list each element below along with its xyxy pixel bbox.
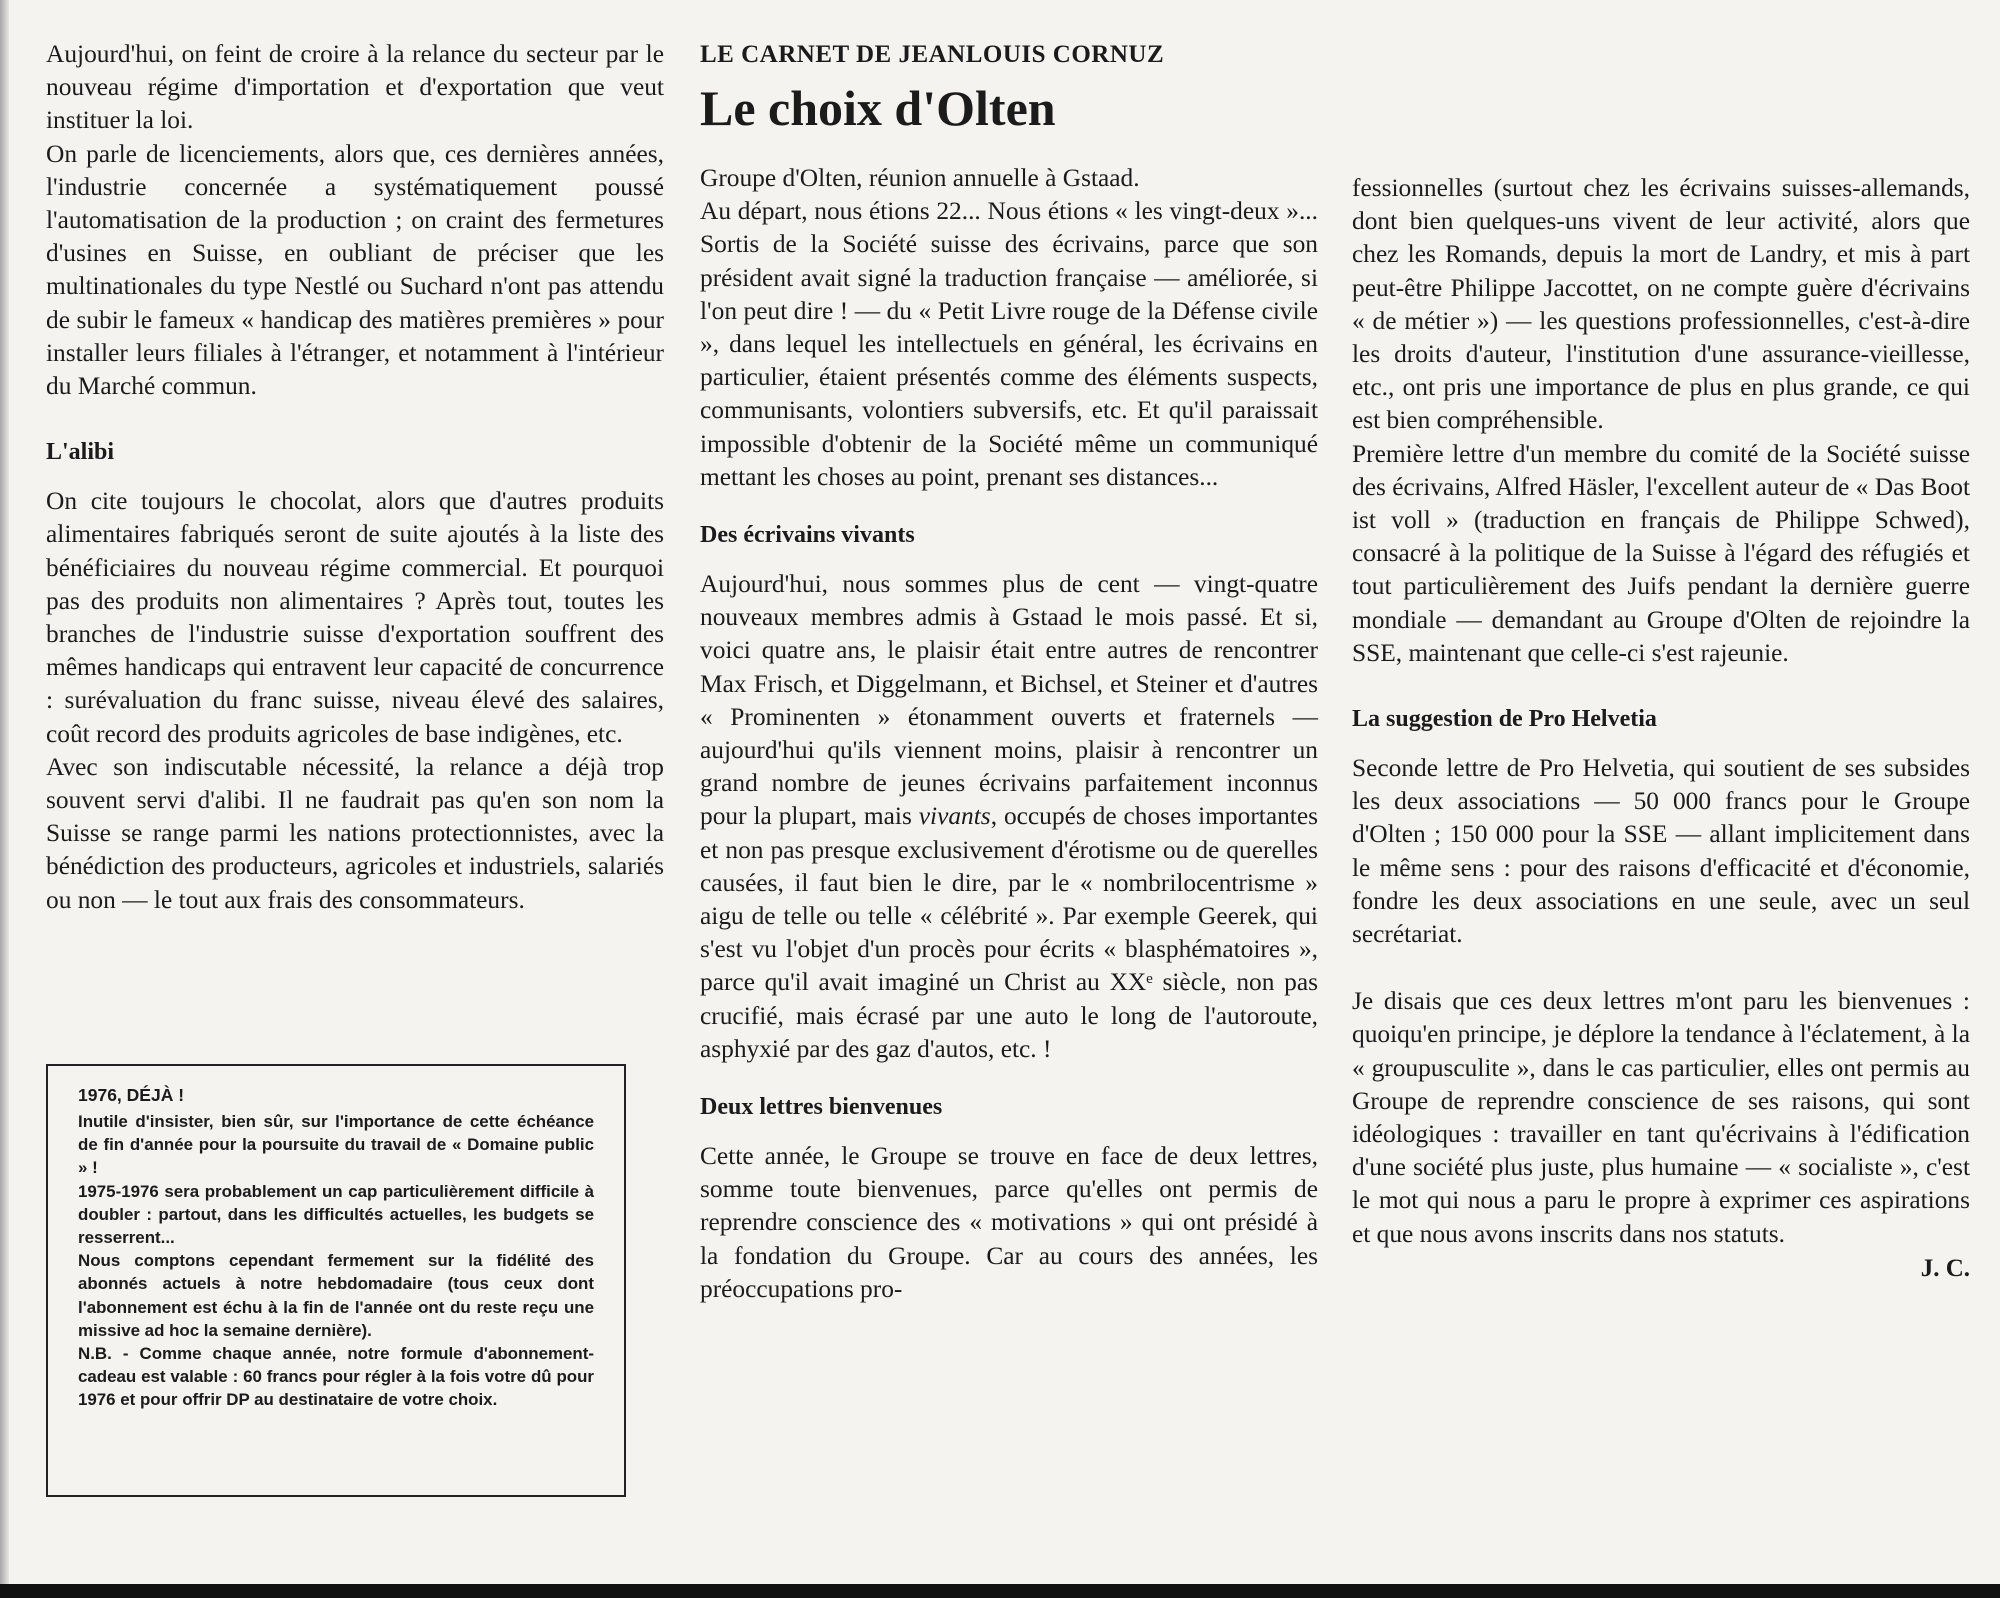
paragraph: Première lettre d'un membre du comité de la Société suisse des écrivains, Alfred Häsler, l'excellent auteur de « Das Boot ist voll » (traduction en français de Philippe Schwed), consacré à la politique de la Suisse à l'égard des réfugiés et tout particulièrement des Juifs pendant la dernière guerre mondiale — demandant au Groupe d'Olten de rejoindre la SSE, maintenant que celle-ci s'est rajeunie. (1352, 439, 1970, 667)
section-heading-ecrivains-vivants: Des écrivains vivants (700, 522, 915, 549)
page-bottom-edge (0, 1584, 2000, 1598)
text-run: , occupés de choses importantes et non pas presque exclusivement d'érotisme ou de querelles causées, il faut bien le dire, par le « nombrilocentrisme » aigu de telle ou telle « célébrité ». Par exemple Geerek, qui s'est vu l'objet d'un procès pour écrits « blasphématoires », parce qu'il avait imaginé un Christ au XXᵉ siècle, non pas crucifié, mais écrasé par une auto le long de l'autoroute, asphyxié par des gaz d'autos, etc. ! (700, 802, 1319, 1063)
section-heading-alibi: L'alibi (46, 439, 115, 466)
author-signature: J. C. (1920, 1254, 1970, 1282)
section-heading-deux-lettres: Deux lettres bienvenues (700, 1094, 943, 1121)
paragraph: Avec son indiscutable nécessité, la relance a déjà trop souvent servi d'alibi. Il ne faudrait pas qu'en son nom la Suisse se range parmi les nations protectionnistes, avec la bénédiction des producteurs, agricoles et industriels, salariés ou non — le tout aux frais des consommateurs. (46, 752, 664, 914)
paragraph: Au départ, nous étions 22... Nous étions « les vingt-deux »... Sortis de la Société suisse des écrivains, parce que son président avait signé la traduction française — améliorée, si l'on peut dire ! — du « Petit Livre rouge de la Défense civile », dans lequel les intellectuels en général, les écrivains en particulier, étaient présentés comme des éléments suspects, communisants, volontiers subversifs, etc. Et qu'il paraissait impossible d'obtenir de la Société même un communiqué mettant les choses au point, prenant ses distances... (700, 197, 1318, 491)
column-kicker: LE CARNET DE JEANLOUIS CORNUZ (700, 41, 1165, 68)
paragraph (700, 568, 1318, 1066)
paragraph: Groupe d'Olten, réunion annuelle à Gstaad. (700, 164, 1140, 192)
notice-paragraph: N.B. - Comme chaque année, notre formule d'abonnement-cadeau est valable : 60 francs pour régler à la fois votre dû pour 1976 et pour offrir DP au destinataire de votre choix. (78, 1344, 594, 1410)
subscription-notice-box (46, 1064, 626, 1497)
paragraph: fessionnelles (surtout chez les écrivains suisses-allemands, dont bien quelques-uns vivent de leur activité, alors que chez les Romands, depuis la mort de Landry, et mis à part peut-être Philippe Jaccottet, on ne compte guère d'écrivains « de métier ») — les questions professionnelles, c'est-à-dire les droits d'auteur, l'institution d'une assurance-vieillesse, etc., ont pris une importance de plus en plus grande, ce qui est bien compréhensible. (1352, 174, 1970, 435)
paragraph: Je disais que ces deux lettres m'ont paru les bienvenues : quoiqu'en principe, je déplore la tendance à l'éclatement, à la « groupusculite », dans le cas particulier, elles ont permis au Groupe de reprendre conscience de ses raisons, qui sont idéologiques : travailler en tant qu'écrivains à l'édification d'une société plus juste, plus humaine — « socialiste », c'est le mot qui nous a paru le propre à exprimer ces aspirations et que nous avons inscrits dans nos statuts. (1352, 987, 1970, 1248)
column-left (46, 38, 664, 917)
paragraph: Aujourd'hui, on feint de croire à la relance du secteur par le nouveau régime d'importation et d'exportation que veut instituer la loi. (46, 40, 664, 135)
section-heading-pro-helvetia: La suggestion de Pro Helvetia (1352, 706, 1657, 733)
column-right (1352, 172, 1970, 1283)
notice-paragraph: Nous comptons cependant fermement sur la fidélité des abonnés actuels à notre hebdomadaire (tous ceux dont l'abonnement est échu à la fin de l'année ont du reste reçu une missive ad hoc la semaine dernière). (78, 1251, 594, 1340)
article-title: Le choix d'Olten (700, 80, 1056, 136)
paragraph: On cite toujours le chocolat, alors que d'autres produits alimentaires fabriqués seront de suite ajoutés à la liste des bénéficiaires du nouveau régime commercial. Et pourquoi pas des produits non alimentaires ? Après tout, toutes les branches de l'industrie suisse d'exportation souffrent des mêmes handicaps qui entravent leur capacité de concurrence : surévaluation du franc suisse, niveau élevé des salaires, coût record des produits agricoles de base indigènes, etc. (46, 487, 664, 748)
paragraph: On parle de licenciements, alors que, ces dernières années, l'industrie concernée a systématiquement poussé l'automatisation de la production ; on craint des fermetures d'usines en Suisse, en oubliant de préciser que les multinationales du type Nestlé ou Suchard n'ont pas attendu de subir le fameux « handicap des matières premières » pour installer leurs filiales à l'étranger, et notamment à l'intérieur du Marché commun. (46, 139, 664, 401)
notice-title: 1976, DÉJÀ ! (78, 1085, 185, 1105)
paragraph: Seconde lettre de Pro Helvetia, qui soutient de ses subsides les deux associations — 50 000 francs pour le Groupe d'Olten ; 150 000 pour la SSE — allant implicitement dans le même sens : pour des raisons d'efficacité et d'économie, fondre les deux associations en une seule, avec un seul secrétariat. (1352, 754, 1970, 949)
spacer (1352, 951, 1970, 985)
column-middle (700, 38, 1318, 1306)
notice-paragraph: 1975-1976 sera probablement un cap particulièrement difficile à doubler : partout, dans les difficultés actuelles, les budgets se resserrent... (78, 1181, 594, 1248)
notice-paragraph: Inutile d'insister, bien sûr, sur l'importance de cette échéance de fin d'année pour la poursuite du travail de « Domaine public » ! (78, 1112, 594, 1178)
page-edge-shadow (0, 0, 9, 1598)
emphasis-vivants: vivants (918, 802, 991, 831)
paragraph: Cette année, le Groupe se trouve en face de deux lettres, somme toute bienvenues, parce qu'elles ont permis de reprendre conscience des « motivations » qui ont présidé à la fondation du Groupe. Car au cours des années, les préoccupations pro- (700, 1142, 1318, 1303)
text-run: Aujourd'hui, nous sommes plus de cent — vingt-quatre nouveaux membres admis à Gstaad le mois passé. Et si, voici quatre ans, le plaisir était entre autres de rencontrer Max Frisch, et Diggelmann, et Bichsel, et Steiner et d'autres « Prominenten » étonamment ouverts et fraternels — aujourd'hui qu'ils viennent moins, plaisir à rencontrer un grand nombre de jeunes écrivains parfaitement inconnus pour la plupart, mais (700, 570, 1318, 831)
